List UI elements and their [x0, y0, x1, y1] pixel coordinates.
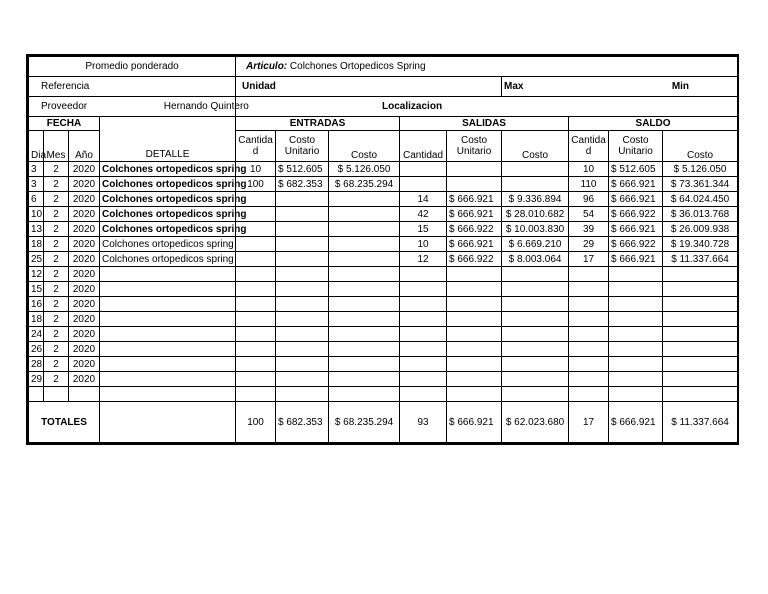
cell-s-costo: $ 28.010.682: [502, 207, 569, 222]
cell-e-cu: [276, 192, 329, 207]
table-row: [29, 267, 738, 282]
cell-b-costo: [663, 372, 738, 387]
cell-b-cu: [609, 357, 663, 372]
cell-e-cant: [236, 327, 276, 342]
cell-detalle: Colchones ortopedicos spring: [100, 237, 236, 252]
cell-detalle: [100, 357, 236, 372]
table-row: [29, 222, 738, 237]
entradas-cantidad-header: [236, 131, 276, 162]
cell-s-costo: [502, 282, 569, 297]
cell-dia: 25: [29, 252, 44, 267]
entradas-cu-header-l2: Unitario: [284, 146, 320, 157]
table-row: [29, 282, 738, 297]
cell-mes: 2: [44, 267, 69, 282]
cell-e-costo: [329, 222, 400, 237]
cell-e-costo: [329, 327, 400, 342]
entradas-cantidad-header-l1: Cantida: [238, 135, 273, 146]
header-row-promedio: [29, 57, 738, 77]
cell-b-cu: [609, 327, 663, 342]
cell-detalle: [100, 267, 236, 282]
cell-e-costo: [329, 342, 400, 357]
cell-s-cant: [400, 357, 447, 372]
cell-e-cu: [276, 267, 329, 282]
cell-mes: 2: [44, 297, 69, 312]
cell-b-cu: [609, 372, 663, 387]
saldo-cu-header: [609, 131, 663, 162]
cell-s-costo: [502, 177, 569, 192]
cell-mes: 2: [44, 177, 69, 192]
table-row: [29, 252, 738, 267]
proveedor-label: Proveedor: [41, 101, 88, 112]
cell-dia: 12: [29, 267, 44, 282]
cell-s-costo: $ 6.669.210: [502, 237, 569, 252]
cell-s-costo: [502, 387, 569, 402]
entradas-cantidad-header-l2: d: [252, 146, 259, 157]
cell-s-cu: [447, 312, 502, 327]
totales-e-cu: $ 682.353: [276, 402, 329, 443]
cell-s-cant: [400, 372, 447, 387]
cell-anio: 2020: [69, 192, 100, 207]
cell-s-cant: [400, 267, 447, 282]
table-row: [29, 312, 738, 327]
cell-anio: 2020: [69, 252, 100, 267]
cell-mes: 2: [44, 162, 69, 177]
cell-s-cu: [447, 342, 502, 357]
cell-dia: 15: [29, 282, 44, 297]
cell-e-cant: 100: [236, 177, 276, 192]
saldo-costo-header: Costo: [663, 131, 738, 162]
cell-b-cu: $ 666.921: [609, 192, 663, 207]
table-row: [29, 237, 738, 252]
cell-b-cant: 39: [569, 222, 609, 237]
cell-detalle: [100, 282, 236, 297]
cell-b-costo: [663, 327, 738, 342]
cell-b-cu: $ 666.922: [609, 237, 663, 252]
fecha-header: FECHA: [29, 117, 100, 131]
table-row: [29, 177, 738, 192]
cell-e-costo: [329, 297, 400, 312]
cell-anio: 2020: [69, 342, 100, 357]
cell-dia: 10: [29, 207, 44, 222]
table-row: [29, 327, 738, 342]
cell-mes: 2: [44, 342, 69, 357]
cell-b-costo: $ 11.337.664: [663, 252, 738, 267]
cell-b-cu: [609, 387, 663, 402]
cell-s-cant: [400, 387, 447, 402]
cell-b-costo: [663, 312, 738, 327]
cell-b-costo: [663, 297, 738, 312]
cell-detalle: [100, 327, 236, 342]
cell-b-cu: [609, 297, 663, 312]
cell-detalle: Colchones ortopedicos spring: [100, 177, 236, 192]
cell-dia: 13: [29, 222, 44, 237]
cell-dia: [29, 387, 44, 402]
cell-detalle: [100, 387, 236, 402]
table-row: [29, 162, 738, 177]
cell-s-cu: [447, 177, 502, 192]
cell-s-cu: [447, 282, 502, 297]
cell-s-costo: $ 8.003.064: [502, 252, 569, 267]
cell-b-cant: 10: [569, 162, 609, 177]
anio-header: Año: [69, 131, 100, 162]
cell-s-cant: [400, 327, 447, 342]
entradas-costo-header: Costo: [329, 131, 400, 162]
cell-anio: 2020: [69, 327, 100, 342]
cell-b-costo: [663, 387, 738, 402]
kardex-table: [28, 56, 738, 443]
cell-e-costo: [329, 192, 400, 207]
cell-detalle: Colchones ortopedicos spring: [100, 252, 236, 267]
cell-e-cu: [276, 297, 329, 312]
table-row: [29, 387, 738, 402]
cell-anio: 2020: [69, 162, 100, 177]
cell-e-cu: [276, 222, 329, 237]
cell-mes: [44, 387, 69, 402]
cell-s-cant: 10: [400, 237, 447, 252]
table-row: [29, 192, 738, 207]
totales-b-cu: $ 666.921: [609, 402, 663, 443]
cell-s-costo: [502, 342, 569, 357]
cell-s-costo: $ 9.336.894: [502, 192, 569, 207]
cell-s-costo: $ 10.003.830: [502, 222, 569, 237]
cell-b-costo: $ 64.024.450: [663, 192, 738, 207]
cell-b-cu: $ 666.921: [609, 252, 663, 267]
cell-e-costo: [329, 357, 400, 372]
cell-s-cu: $ 666.921: [447, 237, 502, 252]
cell-s-cu: [447, 387, 502, 402]
mes-header: Mes: [44, 131, 69, 162]
cell-b-cant: 17: [569, 252, 609, 267]
cell-e-cant: [236, 312, 276, 327]
saldo-cantidad-header: [569, 131, 609, 162]
section-row: [29, 117, 738, 131]
cell-mes: 2: [44, 207, 69, 222]
cell-anio: 2020: [69, 267, 100, 282]
cell-b-cu: [609, 267, 663, 282]
entradas-cu-header-l1: Costo: [288, 135, 316, 146]
cell-e-cant: [236, 357, 276, 372]
cell-e-cu: [276, 357, 329, 372]
cell-s-cant: 14: [400, 192, 447, 207]
cell-s-cu: [447, 327, 502, 342]
cell-detalle: [100, 312, 236, 327]
cell-e-costo: [329, 387, 400, 402]
cell-dia: 24: [29, 327, 44, 342]
articulo-label: Articulo:: [246, 61, 288, 72]
cell-b-costo: $ 19.340.728: [663, 237, 738, 252]
cell-s-cant: [400, 282, 447, 297]
saldo-cantidad-header-l2: d: [585, 146, 592, 157]
cell-e-cant: 10: [236, 162, 276, 177]
cell-b-cu: $ 666.922: [609, 207, 663, 222]
cell-b-cant: 54: [569, 207, 609, 222]
cell-b-cant: [569, 312, 609, 327]
cell-b-cant: [569, 387, 609, 402]
cell-detalle: [100, 297, 236, 312]
cell-mes: 2: [44, 252, 69, 267]
salidas-cu-header: [447, 131, 502, 162]
cell-e-costo: [329, 252, 400, 267]
saldo-cu-header-l1: Costo: [622, 135, 649, 146]
cell-b-costo: $ 36.013.768: [663, 207, 738, 222]
entradas-header: ENTRADAS: [236, 117, 400, 131]
cell-s-cu: $ 666.922: [447, 222, 502, 237]
cell-e-costo: [329, 282, 400, 297]
cell-e-cu: [276, 372, 329, 387]
table-row: [29, 342, 738, 357]
totales-s-costo: $ 62.023.680: [502, 402, 569, 443]
cell-s-cu: $ 666.922: [447, 252, 502, 267]
table-row: [29, 207, 738, 222]
dia-header: Dia: [29, 131, 44, 162]
cell-e-cant: [236, 252, 276, 267]
cell-e-costo: [329, 312, 400, 327]
cell-e-costo: [329, 207, 400, 222]
cell-s-costo: [502, 312, 569, 327]
cell-b-cant: 110: [569, 177, 609, 192]
cell-detalle: Colchones ortopedicos spring: [100, 207, 236, 222]
cell-b-cant: [569, 357, 609, 372]
cell-b-cant: [569, 267, 609, 282]
cell-dia: 16: [29, 297, 44, 312]
max-min-cell: [502, 77, 738, 97]
cell-dia: 3: [29, 177, 44, 192]
totales-detalle: [100, 402, 236, 443]
cell-mes: 2: [44, 312, 69, 327]
cell-b-costo: [663, 282, 738, 297]
articulo-value: Colchones Ortopedicos Spring: [289, 61, 426, 72]
cell-b-cant: 96: [569, 192, 609, 207]
cell-b-cu: [609, 312, 663, 327]
cell-mes: 2: [44, 372, 69, 387]
cell-anio: [69, 387, 100, 402]
cell-e-cant: [236, 387, 276, 402]
cell-anio: 2020: [69, 237, 100, 252]
saldo-cantidad-header-l1: Cantida: [571, 135, 606, 146]
cell-s-cu: [447, 357, 502, 372]
cell-e-cant: [236, 237, 276, 252]
cell-s-cant: [400, 297, 447, 312]
cell-dia: 28: [29, 357, 44, 372]
cell-anio: 2020: [69, 207, 100, 222]
cell-e-cu: [276, 282, 329, 297]
unidad-label: Unidad: [236, 77, 502, 97]
cell-detalle: Colchones ortopedicos spring: [100, 192, 236, 207]
cell-s-cant: [400, 162, 447, 177]
cell-mes: 2: [44, 192, 69, 207]
cell-s-cu: [447, 162, 502, 177]
table-row: [29, 357, 738, 372]
cell-e-cu: $ 512.605: [276, 162, 329, 177]
totales-label: TOTALES: [29, 402, 100, 443]
cell-e-cu: [276, 237, 329, 252]
data-rows: [29, 162, 738, 402]
cell-e-cant: [236, 372, 276, 387]
saldo-cu-header-l2: Unitario: [618, 146, 653, 157]
cell-s-costo: [502, 357, 569, 372]
cell-dia: 3: [29, 162, 44, 177]
cell-e-cu: [276, 327, 329, 342]
cell-s-cant: [400, 312, 447, 327]
proveedor-value: Hernando Quintero: [163, 101, 249, 112]
cell-mes: 2: [44, 222, 69, 237]
totals-row: [29, 402, 738, 443]
cell-detalle: [100, 372, 236, 387]
cell-b-cant: [569, 342, 609, 357]
cell-e-costo: $ 5.126.050: [329, 162, 400, 177]
cell-e-cant: [236, 342, 276, 357]
cell-s-costo: [502, 327, 569, 342]
proveedor-cell: [29, 97, 249, 117]
totales-b-costo: $ 11.337.664: [663, 402, 738, 443]
salidas-cantidad-header: Cantidad: [400, 131, 447, 162]
cell-s-costo: [502, 162, 569, 177]
cell-b-costo: [663, 357, 738, 372]
cell-anio: 2020: [69, 372, 100, 387]
saldo-header: SALDO: [569, 117, 738, 131]
cell-s-cant: 15: [400, 222, 447, 237]
cell-detalle: Colchones ortopedicos spring: [100, 162, 236, 177]
salidas-header: SALIDAS: [400, 117, 569, 131]
cell-s-costo: [502, 297, 569, 312]
cell-s-cu: [447, 372, 502, 387]
salidas-costo-header: Costo: [502, 131, 569, 162]
cell-e-cu: [276, 342, 329, 357]
header-row-referencia: [29, 77, 738, 97]
cell-detalle: [100, 342, 236, 357]
cell-b-cant: [569, 297, 609, 312]
salidas-cu-header-l1: Costo: [460, 135, 488, 146]
cell-e-cant: [236, 297, 276, 312]
cell-b-cant: [569, 372, 609, 387]
cell-anio: 2020: [69, 282, 100, 297]
totales-b-cant: 17: [569, 402, 609, 443]
totales-e-cant: 100: [236, 402, 276, 443]
kardex-sheet: [26, 54, 739, 445]
cell-b-cu: $ 666.921: [609, 177, 663, 192]
cell-dia: 26: [29, 342, 44, 357]
min-label: Min: [671, 81, 690, 92]
cell-b-cu: [609, 342, 663, 357]
cell-mes: 2: [44, 357, 69, 372]
cell-b-costo: $ 26.009.938: [663, 222, 738, 237]
cell-b-cu: $ 666.921: [609, 222, 663, 237]
cell-detalle: Colchones ortopedicos spring: [100, 222, 236, 237]
cell-s-costo: [502, 267, 569, 282]
cell-e-cant: [236, 282, 276, 297]
cell-dia: 6: [29, 192, 44, 207]
totales-s-cu: $ 666.921: [447, 402, 502, 443]
totales-s-cant: 93: [400, 402, 447, 443]
cell-b-costo: $ 73.361.344: [663, 177, 738, 192]
cell-s-costo: [502, 372, 569, 387]
localizacion-label: Localizacion: [236, 97, 738, 117]
cell-s-cant: 42: [400, 207, 447, 222]
cell-s-cu: $ 666.921: [447, 207, 502, 222]
cell-e-cu: $ 682.353: [276, 177, 329, 192]
cell-s-cant: [400, 342, 447, 357]
cell-e-cu: [276, 387, 329, 402]
cell-b-costo: $ 5.126.050: [663, 162, 738, 177]
cell-b-cu: [609, 282, 663, 297]
cell-e-cu: [276, 207, 329, 222]
cell-e-cu: [276, 252, 329, 267]
cell-s-cant: 12: [400, 252, 447, 267]
cell-b-cant: [569, 282, 609, 297]
cell-mes: 2: [44, 327, 69, 342]
cell-s-cu: [447, 267, 502, 282]
cell-e-costo: [329, 237, 400, 252]
cell-anio: 2020: [69, 177, 100, 192]
cell-dia: 18: [29, 237, 44, 252]
cell-e-costo: [329, 372, 400, 387]
cell-anio: 2020: [69, 357, 100, 372]
detalle-header: DETALLE: [100, 117, 236, 162]
cell-s-cant: [400, 177, 447, 192]
totales-e-costo: $ 68.235.294: [329, 402, 400, 443]
cell-anio: 2020: [69, 297, 100, 312]
entradas-cu-header: [276, 131, 329, 162]
table-row: [29, 297, 738, 312]
promedio-label: Promedio ponderado: [29, 57, 236, 77]
cell-mes: 2: [44, 237, 69, 252]
cell-dia: 18: [29, 312, 44, 327]
cell-e-costo: [329, 267, 400, 282]
cell-mes: 2: [44, 282, 69, 297]
cell-b-cant: 29: [569, 237, 609, 252]
referencia-label: Referencia: [29, 77, 236, 97]
cell-b-cu: $ 512.605: [609, 162, 663, 177]
cell-anio: 2020: [69, 312, 100, 327]
cell-b-costo: [663, 267, 738, 282]
max-label: Max: [504, 81, 524, 92]
cell-e-costo: $ 68.235.294: [329, 177, 400, 192]
cell-b-costo: [663, 342, 738, 357]
cell-dia: 29: [29, 372, 44, 387]
articulo-cell: [236, 57, 738, 77]
cell-e-cu: [276, 312, 329, 327]
cell-e-cant: [236, 267, 276, 282]
header-row-proveedor: [29, 97, 738, 117]
salidas-cu-header-l2: Unitario: [456, 146, 492, 157]
table-row: [29, 372, 738, 387]
cell-s-cu: [447, 297, 502, 312]
cell-s-cu: $ 666.921: [447, 192, 502, 207]
cell-b-cant: [569, 327, 609, 342]
cell-anio: 2020: [69, 222, 100, 237]
